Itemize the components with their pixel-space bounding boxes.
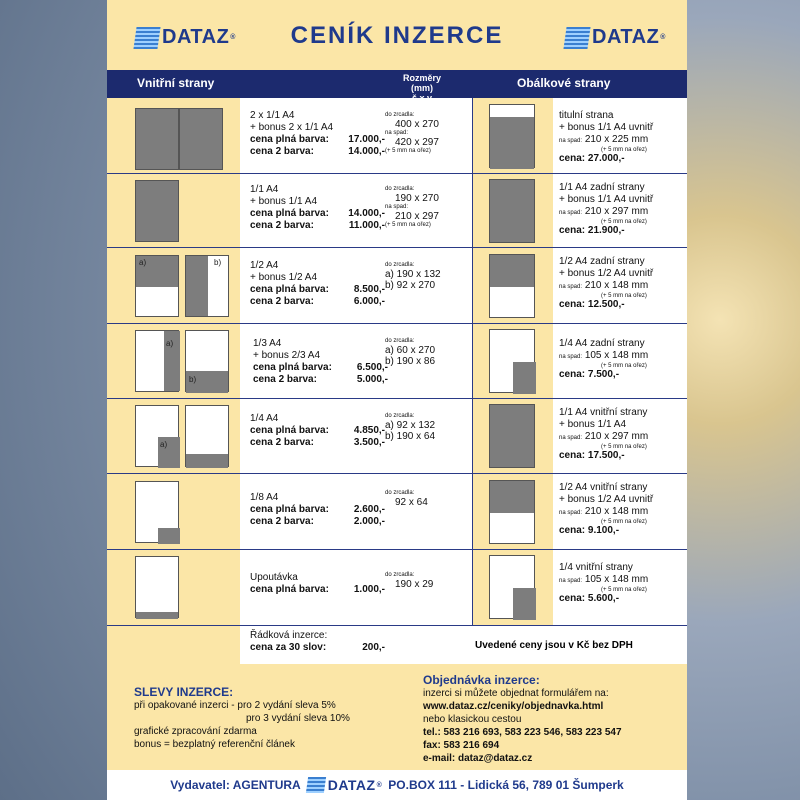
- dims-value-b: b) 190 x 64: [385, 431, 436, 442]
- variant-b-label: b): [189, 375, 197, 384]
- order-url-link[interactable]: www.dataz.cz/ceniky/objednavka.html: [423, 701, 604, 712]
- page-thumb: [185, 405, 229, 467]
- cover-price-value: 7.500,-: [587, 369, 620, 380]
- cover-price-label: cena:: [559, 369, 586, 380]
- order-line-2: nebo klasickou cestou: [423, 714, 522, 725]
- page-thumb: [489, 254, 535, 318]
- cover-thumb-cell: [473, 474, 553, 549]
- logo-text: DATAZ: [327, 777, 376, 793]
- footer-publisher: Vydavatel: AGENTURA: [170, 778, 301, 792]
- variant-b-label: b): [214, 258, 222, 267]
- cover-trim-note: (+ 5 mm na ořez): [601, 519, 647, 525]
- cover-price-label: cena:: [559, 525, 586, 536]
- logo-reg: ®: [376, 781, 383, 789]
- dimensions: [385, 572, 433, 590]
- page-thumb: [135, 481, 179, 543]
- cover-size: 1/2 A4 zadní strany: [559, 256, 645, 267]
- price-full-label: cena plná barva:: [250, 208, 329, 219]
- cover-desc: [559, 110, 653, 165]
- col-cover-pages: Obálkové strany: [517, 76, 611, 90]
- dims-mirror-label: do zrcadla:: [385, 112, 415, 118]
- dims-bleed-label: na spad:: [385, 130, 409, 136]
- header: [107, 0, 687, 70]
- cover-thumb-cell: [473, 550, 553, 625]
- page-thumb: [489, 480, 535, 544]
- page-thumb: [185, 255, 229, 317]
- cover-bonus: + bonus 1/2 A4 uvnitř: [559, 494, 654, 505]
- price-full-label: cena plná barva:: [250, 134, 329, 145]
- dims-mirror-label: do zrcadla:: [385, 490, 415, 496]
- price-full-value: 8.500,-: [353, 284, 385, 295]
- cover-thumb-cell: [473, 324, 553, 398]
- cover-price-label: cena:: [559, 225, 586, 236]
- cover-trim-note: (+ 5 mm na ořez): [601, 444, 647, 450]
- variant-a-label: a): [139, 258, 147, 267]
- order-phone: tel.: 583 216 693, 583 223 546, 583 223 547: [423, 727, 622, 738]
- page-thumb: [489, 404, 535, 468]
- inner-desc: [250, 492, 385, 528]
- cover-desc: [559, 407, 648, 462]
- dimensions: [385, 186, 439, 229]
- cover-bleed-label: na spad:: [559, 578, 583, 584]
- cover-price-value: 17.500,-: [587, 450, 625, 461]
- ad-size: 1/3 A4: [253, 338, 282, 349]
- cover-desc: [559, 182, 653, 237]
- price-full-value: 1.000,-: [353, 584, 385, 595]
- cover-thumb-cell: [473, 248, 553, 323]
- dims-bleed-label: na spad:: [385, 204, 409, 210]
- ad-size: Upoutávka: [250, 572, 298, 583]
- cover-bleed-label: na spad:: [559, 354, 583, 360]
- cover-price-label: cena:: [559, 299, 586, 310]
- order-email-link[interactable]: e-mail: dataz@dataz.cz: [423, 753, 533, 764]
- cover-price-value: 12.500,-: [587, 299, 625, 310]
- price-row: [107, 248, 687, 324]
- ad-size: 2 x 1/1 A4: [250, 110, 295, 121]
- cover-price-label: cena:: [559, 593, 586, 604]
- ad-bonus: + bonus 1/2 A4: [250, 272, 318, 283]
- order-line-1: inzerci si můžete objednat formulářem na:: [423, 688, 609, 699]
- cover-desc: [559, 562, 648, 605]
- footer: [107, 770, 687, 800]
- dims-mirror-value: 190 x 270: [395, 193, 439, 204]
- dataz-logo-mark-icon: [563, 27, 590, 49]
- cover-bleed-value: 210 x 297 mm: [584, 431, 649, 442]
- inner-thumb-cell: [107, 474, 240, 549]
- price-full-value: 6.500,-: [356, 362, 388, 373]
- discount-line-3: grafické zpracování zdarma: [134, 726, 257, 737]
- page-thumb: [135, 556, 179, 618]
- variant-a-label: a): [166, 339, 174, 348]
- dataz-logo-mark-icon: [306, 777, 326, 793]
- price-full-value: 2.600,-: [353, 504, 385, 515]
- order-title: Objednávka inzerce:: [423, 673, 540, 687]
- order-info: [423, 674, 622, 765]
- price-sheet: [107, 0, 687, 800]
- page-thumb: [135, 180, 179, 242]
- cover-bleed-label: na spad:: [559, 435, 583, 441]
- cover-desc: [559, 482, 653, 537]
- ad-size: 1/1 A4: [250, 184, 279, 195]
- price-2col-label: cena 2 barva:: [250, 220, 314, 231]
- cover-bleed-value: 210 x 148 mm: [584, 506, 649, 517]
- col-dims-line1: Rozměry (mm): [402, 73, 441, 93]
- price-2col-value: 3.500,-: [353, 437, 385, 448]
- cover-bleed-value: 105 x 148 mm: [584, 350, 649, 361]
- ad-bonus: + bonus 1/1 A4: [250, 196, 318, 207]
- dims-bleed-value: 420 x 297: [395, 137, 439, 148]
- price-full-value: 17.000,-: [348, 134, 385, 145]
- price-row: [107, 174, 687, 248]
- dims-trim-note: (+ 5 mm na ořez): [385, 148, 431, 154]
- dataz-logo-footer: [307, 777, 383, 793]
- price-2col-value: 6.000,-: [353, 296, 385, 307]
- cover-thumb-cell: [473, 98, 553, 173]
- cover-bonus: + bonus 1/1 A4 uvnitř: [559, 122, 654, 133]
- cover-bonus: + bonus 1/2 A4 uvnitř: [559, 268, 654, 279]
- logo-text: DATAZ: [162, 26, 230, 48]
- ad-size: 1/4 A4: [250, 413, 279, 424]
- dimensions: [385, 112, 439, 155]
- column-header-bar: [107, 70, 687, 103]
- cover-size: 1/2 A4 vnitřní strany: [559, 482, 648, 493]
- page-thumb: [135, 255, 179, 317]
- dimensions: [385, 490, 428, 508]
- price-2col-value: 14.000,-: [348, 146, 385, 157]
- cover-bleed-value: 210 x 297 mm: [584, 206, 649, 217]
- price-row: [107, 399, 687, 474]
- price-row: [107, 98, 687, 174]
- discounts-title: SLEVY INZERCE:: [134, 685, 234, 699]
- inner-desc: [250, 110, 385, 158]
- cover-trim-note: (+ 5 mm na ořez): [601, 293, 647, 299]
- page-thumb: [185, 330, 229, 392]
- cover-bleed-label: na spad:: [559, 138, 583, 144]
- cover-size: titulní strana: [559, 110, 614, 121]
- cover-price-value: 21.900,-: [587, 225, 625, 236]
- dims-value-b: b) 92 x 270: [385, 280, 436, 291]
- dims-bleed-value: 210 x 297: [395, 211, 439, 222]
- cover-trim-note: (+ 5 mm na ořez): [601, 219, 647, 225]
- col-inner-pages: Vnitřní strany: [137, 76, 215, 90]
- cover-bonus: + bonus 1/1 A4: [559, 419, 627, 430]
- dimensions: [385, 338, 435, 367]
- logo-reg: ®: [660, 34, 666, 41]
- page-thumb: [135, 405, 179, 467]
- dims-value-b: b) 190 x 86: [385, 356, 436, 367]
- price-full-label: cena plná barva:: [250, 504, 329, 515]
- line-ad-price: 200,-: [362, 642, 385, 653]
- cover-bleed-value: 210 x 225 mm: [584, 134, 649, 145]
- dims-trim-note: (+ 5 mm na ořez): [385, 222, 431, 228]
- discount-line-2: pro 3 vydání sleva 10%: [246, 713, 350, 724]
- cover-desc: [559, 338, 648, 381]
- dims-mirror-label: do zrcadla:: [385, 413, 415, 419]
- inner-desc: [250, 260, 385, 308]
- inner-thumb-cell: [107, 399, 240, 473]
- dims-mirror-value: 190 x 29: [395, 579, 434, 590]
- price-full-label: cena plná barva:: [250, 284, 329, 295]
- page-thumb: [489, 329, 535, 393]
- dims-value-a: a) 60 x 270: [385, 345, 436, 356]
- page-thumb: [135, 330, 179, 392]
- price-full-value: 4.850,-: [353, 425, 385, 436]
- dims-value-a: a) 190 x 132: [385, 269, 441, 280]
- cover-price-label: cena:: [559, 450, 586, 461]
- ad-bonus: + bonus 2/3 A4: [253, 350, 321, 361]
- line-ad-row: [107, 626, 687, 664]
- dims-value-a: a) 92 x 132: [385, 420, 436, 431]
- inner-desc: [250, 572, 385, 596]
- inner-thumb-cell: [107, 324, 240, 398]
- ad-bonus: + bonus 2 x 1/1 A4: [250, 122, 334, 133]
- dims-mirror-value: 92 x 64: [395, 497, 428, 508]
- price-row: [107, 474, 687, 550]
- cover-bleed-value: 105 x 148 mm: [584, 574, 649, 585]
- logo-text: DATAZ: [592, 26, 660, 48]
- cover-price-value: 5.600,-: [587, 593, 620, 604]
- cover-trim-note: (+ 5 mm na ořez): [601, 363, 647, 369]
- dims-mirror-label: do zrcadla:: [385, 572, 415, 578]
- variant-a-label: a): [160, 440, 168, 449]
- price-full-label: cena plná barva:: [250, 584, 329, 595]
- cover-price-value: 9.100,-: [587, 525, 620, 536]
- inner-thumb-cell: [107, 248, 240, 323]
- cover-size: 1/4 vnitřní strany: [559, 562, 633, 573]
- cover-size: 1/4 A4 zadní strany: [559, 338, 645, 349]
- cover-price-value: 27.000,-: [587, 153, 625, 164]
- inner-thumb-cell: [107, 174, 240, 247]
- page-thumb: [135, 108, 179, 170]
- line-ad-label: Řádková inzerce:: [250, 630, 328, 641]
- discount-line-1a: při opakované inzerci: [134, 700, 229, 711]
- dimensions: [385, 262, 441, 291]
- price-2col-label: cena 2 barva:: [250, 437, 314, 448]
- dataz-logo-right: [565, 26, 666, 49]
- cover-bleed-label: na spad:: [559, 210, 583, 216]
- cover-desc: [559, 256, 653, 311]
- page-thumb: [489, 555, 535, 619]
- inner-thumb-cell: [107, 550, 240, 625]
- price-row: [107, 550, 687, 626]
- cover-size: 1/1 A4 zadní strany: [559, 182, 645, 193]
- cover-bleed-label: na spad:: [559, 510, 583, 516]
- ad-size: 1/8 A4: [250, 492, 279, 503]
- cover-price-label: cena:: [559, 153, 586, 164]
- price-full-value: 14.000,-: [348, 208, 385, 219]
- price-2col-value: 11.000,-: [348, 220, 385, 231]
- cover-bleed-value: 210 x 148 mm: [584, 280, 649, 291]
- inner-desc: [253, 338, 388, 386]
- line-ad-price-label: cena za 30 slov:: [250, 642, 327, 653]
- dims-mirror-label: do zrcadla:: [385, 338, 415, 344]
- page-thumb: [179, 108, 223, 170]
- cover-trim-note: (+ 5 mm na ořez): [601, 147, 647, 153]
- vat-note: Uvedené ceny jsou v Kč bez DPH: [475, 640, 633, 651]
- inner-thumb-cell: [107, 98, 240, 173]
- dims-mirror-label: do zrcadla:: [385, 186, 415, 192]
- cover-trim-note: (+ 5 mm na ořez): [601, 587, 647, 593]
- inner-desc: [250, 184, 385, 232]
- price-2col-label: cena 2 barva:: [250, 516, 314, 527]
- page-thumb: [489, 179, 535, 243]
- logo-reg: ®: [230, 34, 236, 41]
- dims-mirror-value: 400 x 270: [395, 119, 439, 130]
- price-2col-label: cena 2 barva:: [253, 374, 317, 385]
- order-fax: fax: 583 216 694: [423, 740, 500, 751]
- dimensions: [385, 413, 435, 442]
- price-full-label: cena plná barva:: [250, 425, 329, 436]
- line-ad-thumb-cell: [107, 626, 240, 664]
- discount-line-4: bonus = bezplatný referenční článek: [134, 739, 295, 750]
- col-dims-line2: š x v: [411, 93, 433, 103]
- ad-size: 1/2 A4: [250, 260, 279, 271]
- cover-size: 1/1 A4 vnitřní strany: [559, 407, 648, 418]
- cover-bleed-label: na spad:: [559, 284, 583, 290]
- price-full-label: cena plná barva:: [253, 362, 332, 373]
- page-title: CENÍK INZERCE: [290, 22, 504, 49]
- dims-mirror-label: do zrcadla:: [385, 262, 415, 268]
- price-2col-value: 5.000,-: [356, 374, 388, 385]
- footer-address: PO.BOX 111 - Lidická 56, 789 01 Šumperk: [388, 778, 624, 792]
- cover-thumb-cell: [473, 399, 553, 473]
- price-2col-label: cena 2 barva:: [250, 146, 314, 157]
- price-2col-label: cena 2 barva:: [250, 296, 314, 307]
- cover-thumb-cell: [473, 174, 553, 247]
- discounts: [134, 686, 350, 751]
- line-ad-desc: [250, 630, 385, 654]
- inner-desc: [250, 413, 385, 449]
- price-2col-value: 2.000,-: [353, 516, 385, 527]
- info-panel: [107, 664, 687, 770]
- page-thumb: [489, 104, 535, 168]
- cover-bonus: + bonus 1/1 A4 uvnitř: [559, 194, 654, 205]
- discount-line-1b: - pro 2 vydání sleva 5%: [231, 700, 336, 711]
- price-row: [107, 324, 687, 399]
